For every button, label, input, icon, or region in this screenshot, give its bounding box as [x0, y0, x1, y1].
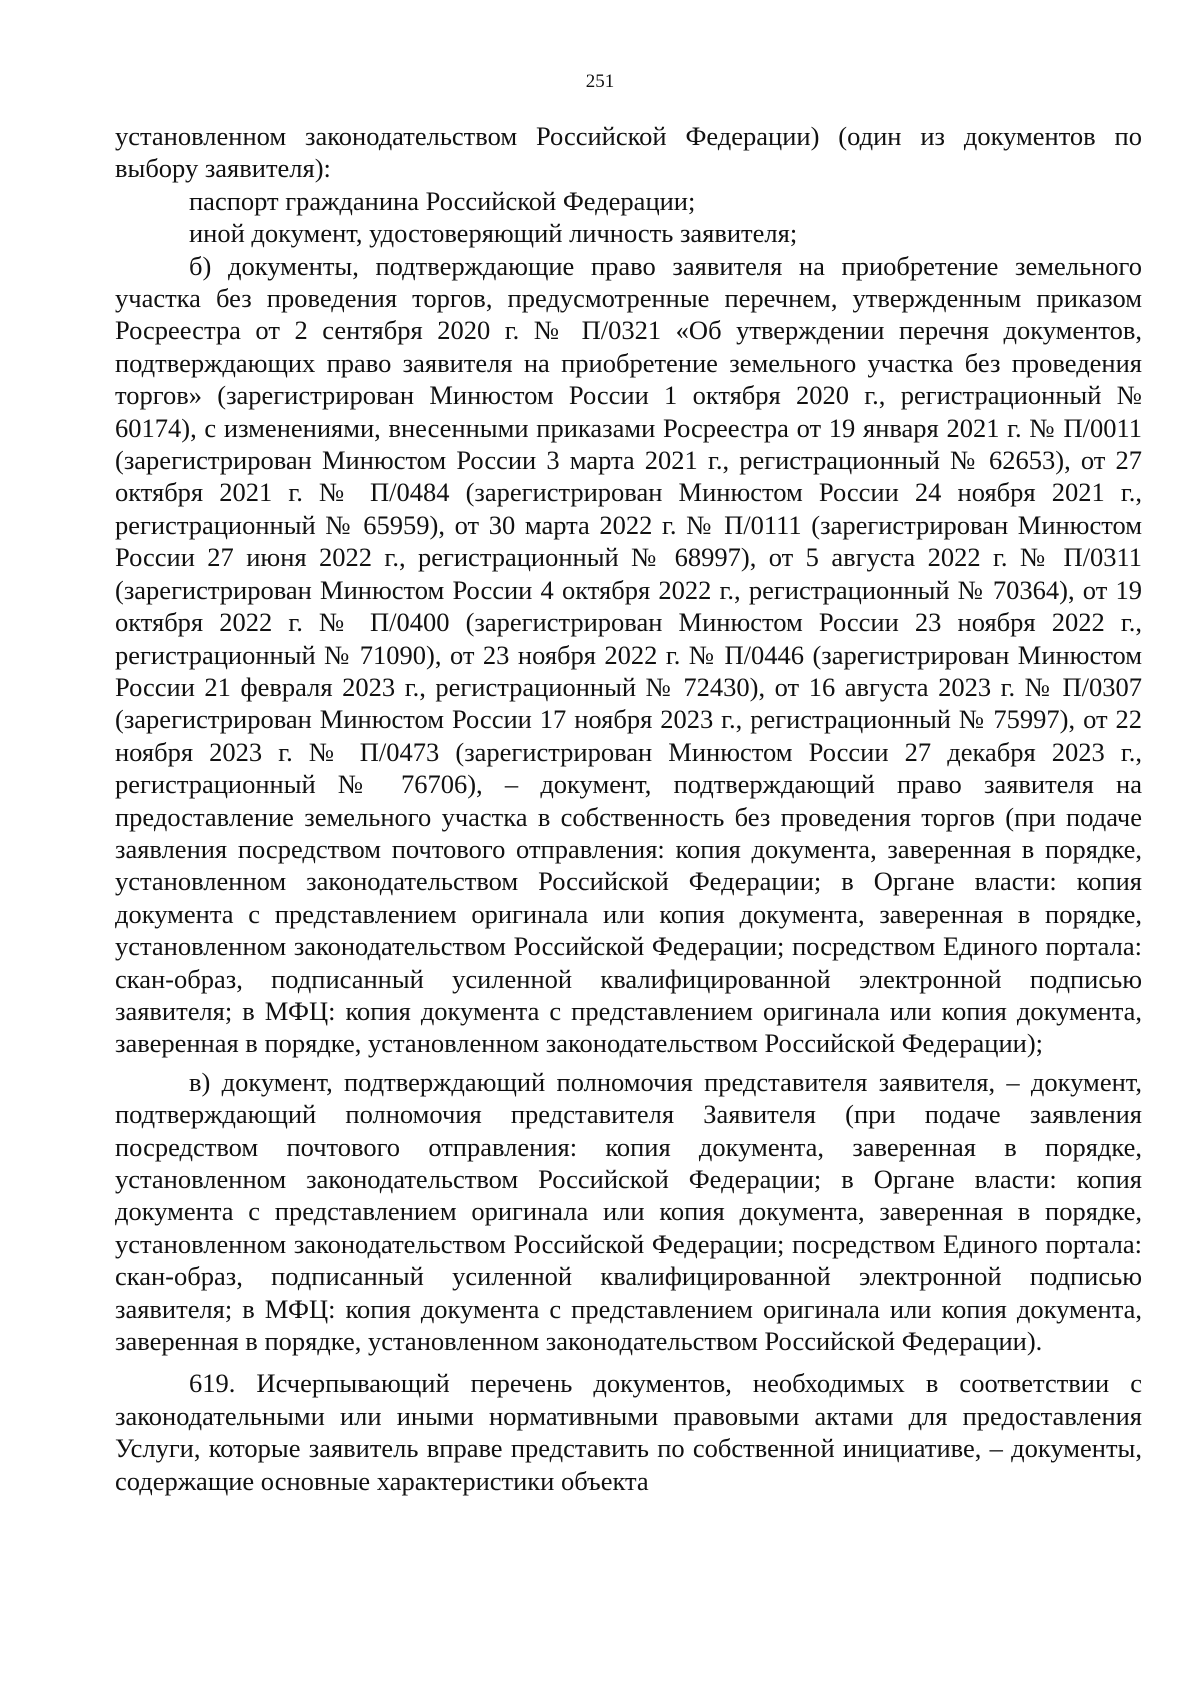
page-number: 251 [585, 71, 615, 92]
paragraph-619: 619. Исчерпывающий перечень документов, необходимых в соответствии с законодательными или иными нормативными правовыми актами для предоставления Услуги, которые заявитель вправе представить по собственной инициативе, – документы, содержащие основные характеристики объекта [115, 1368, 1142, 1496]
paragraph-item-b: б) документы, подтверждающие право заявителя на приобретение земельного участка без проведения торгов, предусмотренные перечнем, утвержденным приказом Росреестра от 2 сентября 2020 г. № П/0321 «Об утверждении перечня документов, подтверждающих право заявителя на приобретение земельного участка без проведения торгов» (зарегистрирован Минюстом России 1 октября 2020 г., регистрационный № 60174), с изменениями, внесенными приказами Росреестра от 19 января 2021 г. № П/0011 (зарегистрирован Минюстом России 3 марта 2021 г., регистрационный № 62653), от 27 октября 2021 г. № П/0484 (зарегистрирован Минюстом России 24 ноября 2021 г., регистрационный № 65959), от 30 марта 2022 г. № П/0111 (зарегистрирован Минюстом России 27 июня 2022 г., регистрационный № 68997), от 5 августа 2022 г. № П/0311 (зарегистрирован Минюстом России 4 октября 2022 г., регистрационный № 70364), от 19 октября 2022 г. № П/0400 (зарегистрирован Минюстом России 23 ноября 2022 г., регистрационный № 71090), от 23 ноября 2022 г. № П/0446 (зарегистрирован Минюстом России 21 февраля 2023 г., регистрационный № 72430), от 16 августа 2023 г. № П/0307 (зарегистрирован Минюстом России 17 ноября 2023 г., регистрационный № 75997), от 22 ноября 2023 г. № П/0473 (зарегистрирован Минюстом России 27 декабря 2023 г., регистрационный № 76706), – документ, подтверждающий право заявителя на предоставление земельного участка в собственность без проведения торгов (при подаче заявления посредством почтового отправления: копия документа, заверенная в порядке, установленном законодательством Российской Федерации; в Органе власти: копия документа с представлением оригинала или копия документа, заверенная в порядке, установленном законодательством Российской Федерации; посредством Единого портала: скан-образ, подписанный усиленной квалифицированной электронной подписью заявителя; в МФЦ: копия документа с представлением оригинала или копия документа, заверенная в порядке, установленном законодательством Российской Федерации); [115, 250, 1142, 1059]
document-body [115, 120, 1142, 1497]
paragraph-passport: паспорт гражданина Российской Федерации; [189, 185, 696, 216]
paragraph-item-v: в) документ, подтверждающий полномочия представителя заявителя, – документ, подтверждающий полномочия представителя Заявителя (при подаче заявления посредством почтового отправления: копия документа, заверенная в порядке, установленном законодательством Российской Федерации; в Органе власти: копия документа с представлением оригинала или копия документа, заверенная в порядке, установленном законодательством Российской Федерации; посредством Единого портала: скан-образ, подписанный усиленной квалифицированной электронной подписью заявителя; в МФЦ: копия документа с представлением оригинала или копия документа, заверенная в порядке, установленном законодательством Российской Федерации). [115, 1066, 1142, 1357]
paragraph-other-id: иной документ, удостоверяющий личность заявителя; [189, 218, 798, 249]
paragraph-continuation: установленном законодательством Российской Федерации) (один из документов по выбору заявителя): [115, 121, 1142, 184]
